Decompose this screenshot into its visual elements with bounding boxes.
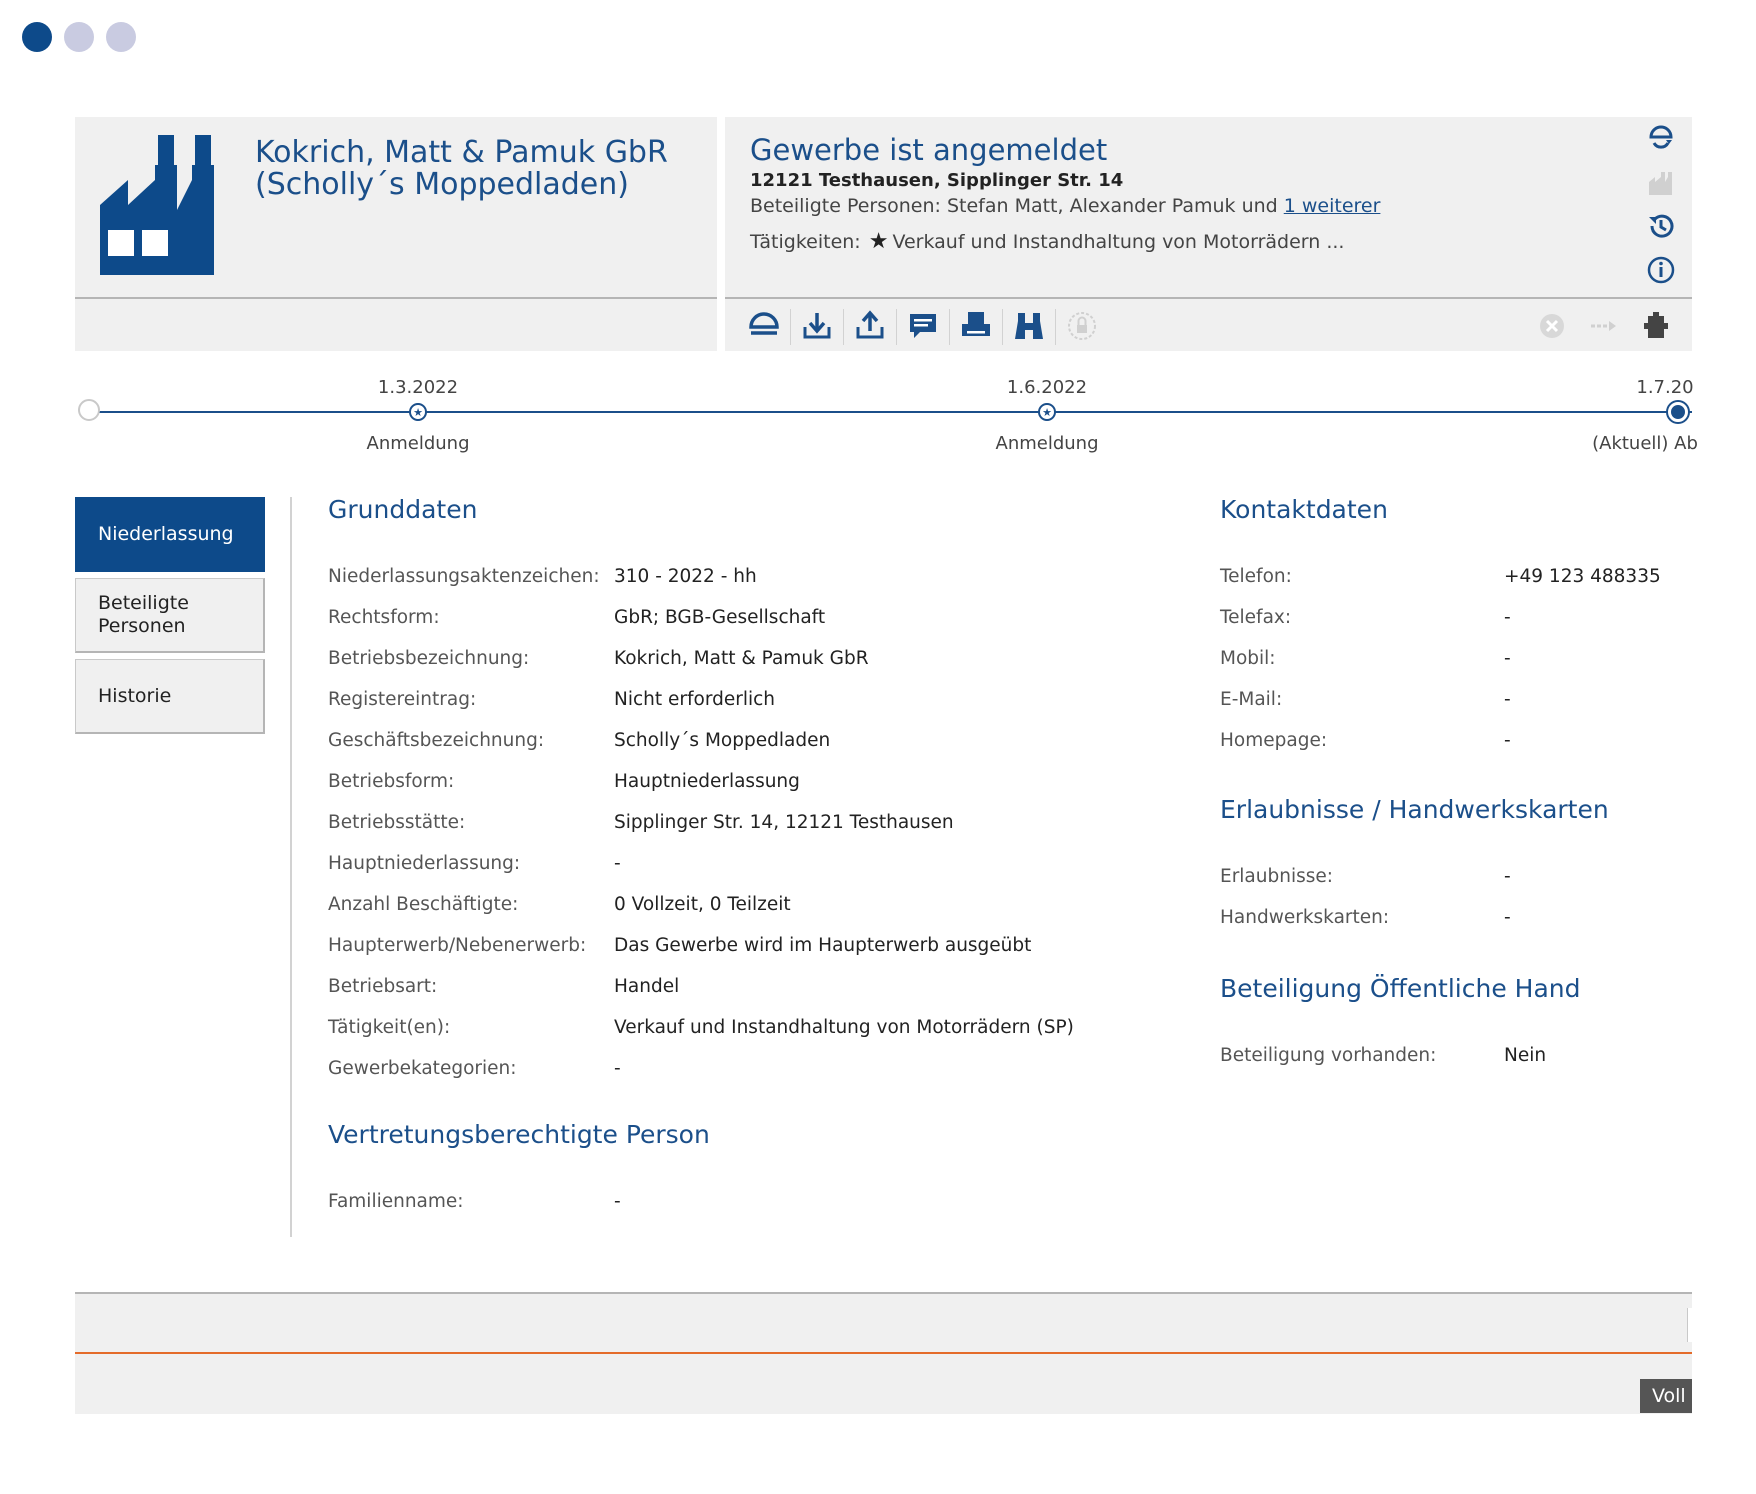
business-record-panel [75,117,1698,1412]
row-value: - [1504,730,1511,751]
row-value: - [1504,907,1511,928]
row-value: - [1504,866,1511,887]
action-toolbar [725,299,1692,351]
resize-handle[interactable] [1687,1308,1692,1342]
umbrella-refresh-icon[interactable] [1646,123,1676,153]
row-label: Gewerbekategorien: [328,1058,517,1079]
status-persons [750,195,1380,217]
toolbar-divider [896,309,897,345]
pagination-dot-1[interactable] [22,22,52,52]
row-label: Familienname: [328,1191,464,1212]
row-value: Nicht erforderlich [614,689,776,710]
status-title: Gewerbe ist angemeldet [750,133,1108,167]
timeline-date: 1.6.2022 [1006,377,1088,398]
activities-label: Tätigkeiten: [750,231,861,253]
row-value: GbR; BGB-Gesellschaft [614,607,826,628]
row-value: Hauptniederlassung [614,771,800,792]
erlaubnisse-title: Erlaubnisse / Handwerkskarten [1220,795,1609,824]
toolbar-divider [843,309,844,345]
company-name-line1: Kokrich, Matt & Pamuk GbR [255,135,668,170]
row-label: Tätigkeit(en): [328,1017,451,1038]
timeline-date: 1.7.20 [1636,377,1694,398]
row-value: - [614,1191,621,1212]
grunddaten-title: Grunddaten [328,495,478,524]
content-divider [290,497,292,1237]
row-label: Anzahl Beschäftigte: [328,894,519,915]
row-label: Erlaubnisse: [1220,866,1333,887]
vertical-tabs [75,497,265,740]
kontakt-title: Kontaktdaten [1220,495,1388,524]
toolbar-divider [1002,309,1003,345]
timeline-node-current[interactable] [1668,402,1688,422]
upload-icon[interactable] [853,309,887,343]
arrow-disabled-icon [1587,309,1621,343]
row-label: Mobil: [1220,648,1276,669]
status-address: 12121 Testhausen, Sipplinger Str. 14 [750,170,1124,191]
company-name [255,137,695,201]
row-value: Scholly´s Moppedladen [614,730,831,751]
row-value: Sipplinger Str. 14, 12121 Testhausen [614,812,954,833]
company-header-footer [75,299,717,351]
umbrella-icon[interactable] [747,309,781,343]
timeline-date: 1.3.2022 [377,377,459,398]
download-icon[interactable] [800,309,834,343]
timeline-track [91,411,1692,413]
puzzle-icon[interactable] [1639,309,1673,343]
row-label: Telefon: [1220,566,1292,587]
print-icon[interactable] [959,309,993,343]
pagination-dot-2[interactable] [64,22,94,52]
timeline-label: Anmeldung [995,433,1099,454]
row-value: Verkauf und Instandhaltung von Motorrädern (SP) [614,1017,1074,1038]
vertretung-title: Vertretungsberechtigte Person [328,1120,710,1149]
timeline-back-button[interactable] [78,399,100,421]
row-value: - [614,1058,621,1079]
comment-icon[interactable] [906,309,940,343]
row-label: Beteiligung vorhanden: [1220,1045,1437,1066]
row-label: Haupterwerb/Nebenerwerb: [328,935,587,956]
persons-label: Beteiligte Personen: Stefan Matt, Alexander Pamuk und [750,195,1278,217]
tab-niederlassung[interactable]: Niederlassung [75,497,265,572]
pagination-dots [22,22,136,52]
company-header [75,117,717,299]
factory-icon [100,135,230,279]
row-label: Betriebsbezeichnung: [328,648,530,669]
row-value: Das Gewerbe wird im Haupterwerb ausgeübt [614,935,1032,956]
row-value: - [1504,648,1511,669]
row-value: - [614,853,621,874]
row-label: Niederlassungsaktenzeichen: [328,566,600,587]
tab-beteiligte-personen[interactable]: Beteiligte Personen [75,578,265,653]
close-disabled-icon [1535,309,1569,343]
header-side-icons [1646,123,1676,285]
row-label: Betriebsform: [328,771,455,792]
timeline-label: (Aktuell) Ab [1592,433,1698,454]
row-value: +49 123 488335 [1504,566,1661,587]
row-value: Nein [1504,1045,1547,1066]
timeline [75,369,1698,459]
info-icon[interactable] [1646,255,1676,285]
row-label: Betriebsart: [328,976,438,997]
row-label: Geschäftsbezeichnung: [328,730,545,751]
tab-historie[interactable]: Historie [75,659,265,734]
lock-disabled-icon [1065,309,1099,343]
row-label: Telefax: [1220,607,1292,628]
row-value: 0 Vollzeit, 0 Teilzeit [614,894,791,915]
row-label: Homepage: [1220,730,1328,751]
row-label: Handwerkskarten: [1220,907,1390,928]
toolbar-divider [1055,309,1056,345]
row-label: Betriebsstätte: [328,812,466,833]
more-persons-link[interactable]: 1 weiterer [1283,195,1381,217]
row-value: - [1504,607,1511,628]
company-name-line2: (Scholly´s Moppedladen) [255,167,629,202]
pagination-dot-3[interactable] [106,22,136,52]
toolbar-divider [949,309,950,345]
row-value: - [1504,689,1511,710]
timeline-node[interactable]: ★ [409,403,427,421]
toolbar-divider [790,309,791,345]
row-value: 310 - 2022 - hh [614,566,757,587]
row-label: Registereintrag: [328,689,477,710]
beteiligung-title: Beteiligung Öffentliche Hand [1220,974,1581,1003]
history-icon[interactable] [1646,211,1676,241]
row-value: Handel [614,976,680,997]
row-label: Rechtsform: [328,607,440,628]
row-label: Hauptniederlassung: [328,853,521,874]
star-icon: ★ [868,229,889,254]
status-activities [750,229,1344,254]
row-label: E-Mail: [1220,689,1283,710]
timeline-node[interactable]: ★ [1038,403,1056,421]
activities-value: Verkauf und Instandhaltung von Motorrädern ... [892,231,1345,253]
row-value: Kokrich, Matt & Pamuk GbR [614,648,869,669]
status-header [725,117,1692,299]
binoculars-icon[interactable] [1012,309,1046,343]
voll-button[interactable]: Voll [1640,1379,1692,1413]
timeline-label: Anmeldung [366,433,470,454]
accent-divider [75,1352,1692,1354]
factory-disabled-icon [1646,167,1676,197]
bottom-bar [75,1292,1692,1414]
